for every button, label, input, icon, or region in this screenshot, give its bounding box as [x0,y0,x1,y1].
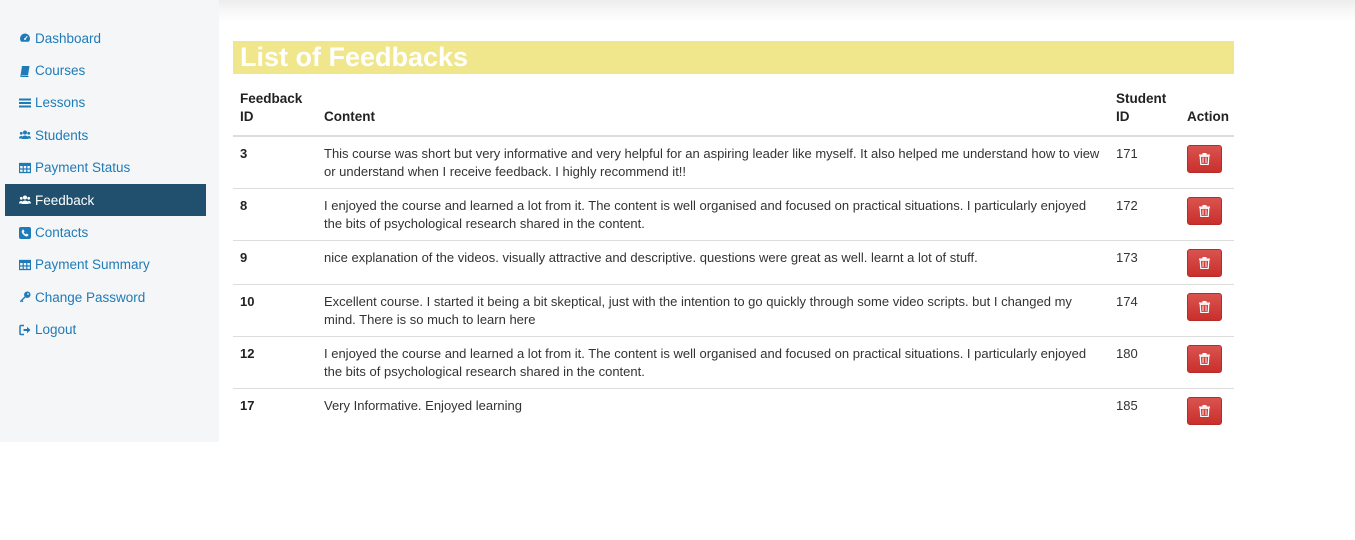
key-icon [19,291,31,303]
main-content [233,41,1234,432]
table-row [233,389,1234,433]
column-header-content: Content [317,88,1109,136]
table-row [233,136,1234,189]
table-row [233,285,1234,337]
sidebar-item-label: Payment Status [35,160,131,176]
student-id-cell: 171 [1109,136,1180,189]
sidebar-item-label: Courses [35,63,86,79]
feedback-table [233,88,1234,432]
sidebar-item-dashboard[interactable] [5,22,206,54]
student-id-cell: 174 [1109,285,1180,337]
trash-icon [1199,257,1210,269]
table-icon [19,259,31,271]
sidebar-item-contacts[interactable] [5,216,206,248]
users-icon [19,129,31,141]
sidebar-item-change-password[interactable] [5,281,206,313]
table-row [233,189,1234,241]
table-row [233,337,1234,389]
list-icon [19,97,31,109]
sidebar-item-label: Change Password [35,289,146,305]
sign-out-icon [19,324,31,336]
feedback-id-cell: 8 [233,189,317,241]
page-title: List of Feedbacks [240,42,469,72]
users-icon [19,194,31,206]
trash-icon [1199,405,1210,417]
student-id-cell: 180 [1109,337,1180,389]
sidebar-item-logout[interactable] [5,314,206,346]
feedback-id-cell: 12 [233,337,317,389]
table-row [233,241,1234,285]
trash-icon [1199,205,1210,217]
sidebar-item-label: Feedback [35,192,95,208]
table-header-row [233,88,1234,136]
feedback-content-cell: I enjoyed the course and learned a lot from it. The content is well organised and focused on practical situations. I particularly enjoyed the bits of psychological research shared in the content. [317,189,1109,241]
sidebar-item-label: Logout [35,322,77,338]
delete-button[interactable] [1187,345,1222,373]
action-cell [1180,389,1234,433]
feedback-content-cell: Very Informative. Enjoyed learning [324,398,522,413]
feedback-content-cell: nice explanation of the videos. visually attractive and descriptive. questions were great as well. learnt a lot of stuff. [317,241,1109,285]
feedback-id-cell: 9 [233,241,317,285]
sidebar-item-label: Dashboard [35,30,102,46]
table-icon [19,162,31,174]
sidebar-item-label: Lessons [35,95,86,111]
delete-button[interactable] [1187,397,1222,425]
sidebar [0,0,219,442]
feedback-content-cell: Excellent course. I started it being a bit skeptical, just with the intention to go quickly through some video scripts. but I changed my mind. There is so much to learn here [317,285,1109,337]
dashboard-icon [19,32,31,44]
sidebar-item-courses[interactable] [5,54,206,86]
delete-button[interactable] [1187,293,1222,321]
action-cell [1180,337,1234,389]
sidebar-item-students[interactable] [5,119,206,151]
student-id-cell: 172 [1109,189,1180,241]
feedback-content-cell: This course was short but very informative and very helpful for an aspiring leader like myself. It also helped me understand how to view or understand when I receive feedback. I highly recommend it!! [317,136,1109,189]
column-header-feedback-id: Feedback ID [233,88,317,136]
delete-button[interactable] [1187,145,1222,173]
sidebar-item-label: Students [35,127,89,143]
sidebar-item-label: Payment Summary [35,257,150,273]
student-id-cell: 185 [1116,398,1138,413]
trash-icon [1199,353,1210,365]
trash-icon [1199,153,1210,165]
book-icon [19,65,31,77]
trash-icon [1199,301,1210,313]
sidebar-item-payment-summary[interactable] [5,249,206,281]
page-title-bar [233,41,1234,74]
feedback-content-cell: I enjoyed the course and learned a lot from it. The content is well organised and focused on practical situations. I particularly enjoyed the bits of psychological research shared in the content. [317,337,1109,389]
sidebar-item-payment-status[interactable] [5,152,206,184]
phone-icon [19,227,31,239]
delete-button[interactable] [1187,197,1222,225]
feedback-id-cell: 17 [240,398,255,413]
action-cell [1180,189,1234,241]
column-header-action: Action [1180,88,1234,136]
feedback-id-cell: 10 [233,285,317,337]
student-id-cell: 173 [1109,241,1180,285]
action-cell [1180,241,1234,285]
sidebar-item-feedback[interactable] [5,184,206,216]
sidebar-item-label: Contacts [35,225,89,241]
column-header-student-id: Student ID [1109,88,1180,136]
delete-button[interactable] [1187,249,1222,277]
action-cell [1180,285,1234,337]
sidebar-item-lessons[interactable] [5,87,206,119]
feedback-id-cell: 3 [233,136,317,189]
action-cell [1180,136,1234,189]
